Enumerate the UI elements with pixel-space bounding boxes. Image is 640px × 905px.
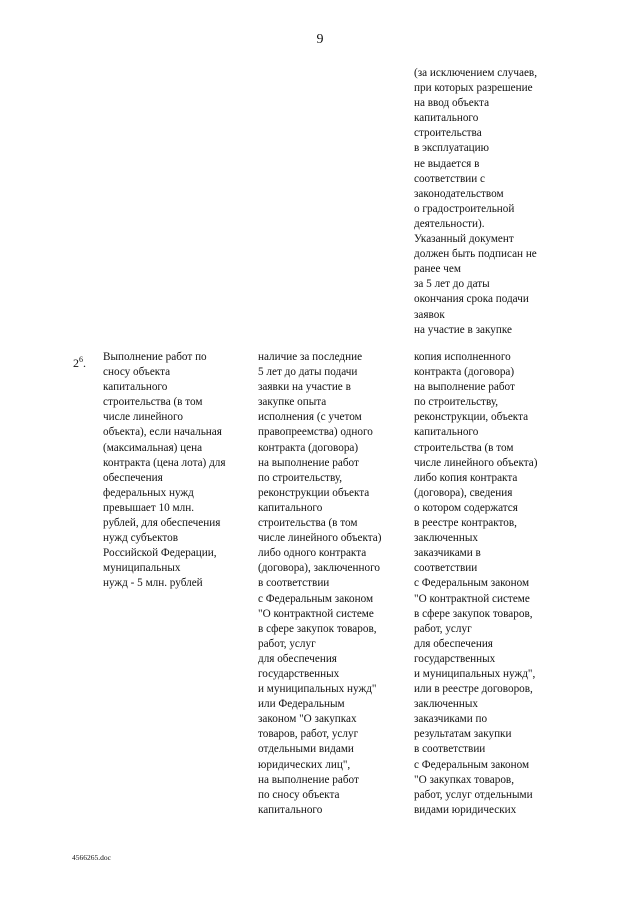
documents-cell: копия исполненного контракта (договора) на выполнение работ по строительству, реконструкции, объекта капитального строительства (в том числе линейного объекта) либо копия контракта (договора), сведения о котором содержатся в реестре контрактов, заключенных заказчиками в соответствии с Федеральным законом "О контрактной системе в сфере закупок товаров, работ, услуг для обеспечения государственных и муниципальных нужд", или в реестре договоров, заключенных заказчиками по результатам закупки в соответствии с Федеральным законом "О закупках товаров, работ, услуг отдельными видами юридических (414, 351, 538, 816)
continuation-requirement-text: (за исключением случаев, при которых разрешение на ввод объекта капитального строительства в эксплуатацию не выдается в соответствии с законодательством о градостроительной деятельности). Указанный документ должен быть подписан не ранее чем за 5 лет до даты окончания срока подачи заявок на участие в закупке (414, 67, 537, 336)
requirement-cell: наличие за последние 5 лет до даты подачи заявки на участие в закупке опыта исполнения (с учетом правопреемства) одного контракта (договора) на выполнение работ по строительству, реконструкции объекта капитального строительства (в том числе линейного объекта) либо одного контракта (договора), заключенного в соответствии с Федеральным законом "О контрактной системе в сфере закупок товаров, работ, услуг для обеспечения государственных и муниципальных нужд" или Федеральным законом "О закупках товаров, работ, услуг отдельными видами юридических лиц", на выполнение работ по сносу объекта капитального (258, 351, 382, 816)
file-name-footer: 4566265.doc (72, 853, 111, 862)
row-number-main: 2 (73, 356, 79, 370)
row-number-suffix: . (83, 356, 86, 370)
work-type-cell: Выполнение работ по сносу объекта капитального строительства (в том числе линейного объекта), если начальная (максимальная) цена контракта (цена лота) для обеспечения федеральных нужд превышает 10 млн. рублей, для обеспечения нужд субъектов Российской Федерации, муниципальных нужд - 5 млн. рублей (103, 351, 226, 590)
row-number (73, 352, 86, 371)
row-number-superscript: 6 (79, 355, 83, 364)
page-number: 9 (316, 32, 324, 47)
